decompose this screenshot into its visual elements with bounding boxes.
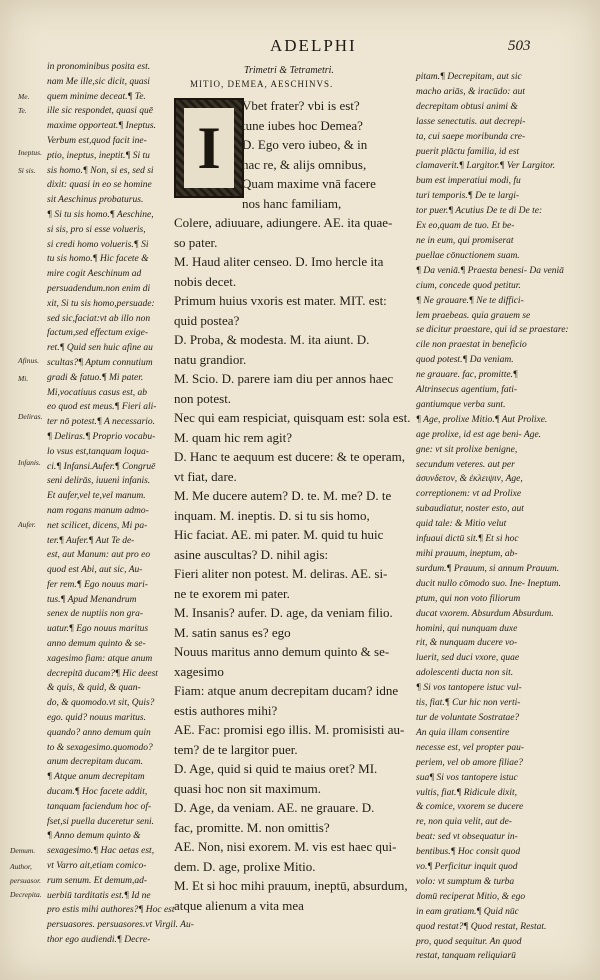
- text-line: rit, & nunquam ducere vo-: [416, 638, 518, 649]
- text-line: scultas?¶ Aptum connutium: [47, 357, 153, 368]
- text-line: secundum veteres. aut per: [416, 459, 515, 470]
- text-line: surdum.¶ Prauum, si annum Prauum.: [416, 563, 560, 574]
- text-line: ego. quid? nouus maritus.: [47, 713, 146, 724]
- text-line: volo: vt sumptum & turba: [416, 876, 515, 887]
- text-line: decrepitam obtusi animi &: [416, 101, 518, 112]
- text-line: M. Insanis? aufer. D. age, da veniam filio.: [174, 605, 393, 620]
- margin-note: Te.: [18, 106, 27, 115]
- text-line: infuaui dictū sit.¶ Et si hoc: [416, 534, 519, 545]
- text-line: tis, fiat.¶ Cur hic non verti-: [416, 698, 521, 709]
- text-line: quid postea?: [174, 312, 240, 328]
- text-line: nobis decet.: [174, 273, 237, 289]
- text-line: D. Age, da veniam. AE. ne grauare. D.: [174, 800, 375, 815]
- text-line: ne te exorem mi pater.: [174, 585, 290, 601]
- meter-heading: Trimetri & Tetrametri.: [244, 65, 334, 76]
- text-line: vo.¶ Perficitur inquit quod: [416, 862, 518, 873]
- text-line: vt Varro ait,etiam comico-: [47, 861, 147, 872]
- play-text-column: [174, 96, 410, 915]
- text-line: macho ariās, & iracūdo: aut: [416, 86, 525, 97]
- text-line: tus.¶ Apud Menandrum: [47, 594, 137, 605]
- text-line: cile non praestat in beneficio: [416, 340, 527, 351]
- text-line: ta, cui saepe moribunda cre-: [416, 131, 526, 142]
- text-line: Colere, adiuuare, adiungere. AE. ita quae-: [174, 215, 393, 230]
- text-line: Primum huius vxoris est mater. MIT. est:: [174, 293, 387, 308]
- text-line: ter nō potest.¶ A necessario.: [47, 417, 156, 428]
- text-line: pro, quod sequitur. An quod: [416, 936, 522, 947]
- margin-note: Demum.: [10, 846, 36, 855]
- text-line: vultis, fiat.¶ Ridicule dixit,: [416, 787, 518, 798]
- text-line: tor puer.¶ Acutius De te di De te:: [416, 206, 543, 217]
- text-line: domū reciperat Mitio, & ego: [416, 891, 526, 902]
- margin-note: Si sis.: [18, 166, 36, 175]
- text-line: ret.¶ Quid sen huic afine au: [47, 343, 153, 354]
- text-line: est, aut Manum: aut pro eo: [47, 550, 151, 561]
- text-line: in eam gratiam.¶ Quid nūc: [416, 906, 519, 917]
- text-line: rum senum. Et demum,ad-: [47, 875, 148, 886]
- text-line: AE. Fac: promisi ego illis. M. promisisti au-: [174, 722, 405, 737]
- text-line: sua¶ Si vos tantopere istuc: [416, 772, 518, 783]
- text-line: net scilicet, dicens, Mi pa-: [47, 520, 148, 531]
- text-line: si sis, pro si esse volueris,: [47, 224, 146, 235]
- commentary-left-column: [47, 60, 194, 948]
- text-line: ¶ Si tu sis homo.¶ Aeschine,: [47, 209, 154, 220]
- text-line: subaudiatur, noster esto, aut: [416, 504, 524, 515]
- text-line: D. Ego vero iubeo, & in: [242, 137, 368, 152]
- text-line: M. Me ducere autem? D. te. M. me? D. te: [174, 488, 392, 503]
- text-line: xit, Si tu sis homo,persuade:: [47, 298, 155, 309]
- text-line: quid tale: & Mitio velut: [416, 519, 507, 530]
- text-line: decrepitā ducam?¶ Hic deest: [47, 668, 158, 679]
- text-line: persuadendum.non enim di: [47, 283, 151, 294]
- margin-note: Afinus.: [18, 356, 40, 365]
- text-line: homini, qui nunquam duxe: [416, 623, 518, 634]
- text-line: vt fiat, dare.: [174, 468, 237, 484]
- text-line: luerit, sed duci vxore, quae: [416, 653, 520, 664]
- text-line: puerit plāctu familia, id est: [416, 146, 520, 157]
- text-line: ne in eum, qui promiserat: [416, 235, 514, 246]
- text-line: & comice, vxorem se ducere: [416, 802, 524, 813]
- text-line: estis authores mihi?: [174, 702, 278, 718]
- text-line: Verbum est,quod facit ine-: [47, 135, 147, 146]
- margin-note: Mi.: [18, 374, 29, 383]
- text-line: tu sis homo.¶ Hic facete &: [47, 254, 149, 265]
- text-line: tanquam faciendum hoc of-: [47, 801, 152, 812]
- text-line: M. quam hic rem agit?: [174, 429, 293, 445]
- text-line: tur de voluntate Sostratae?: [416, 712, 520, 723]
- text-line: persuasores. persuasores.vt Virgil. Au-: [47, 920, 194, 931]
- text-line: cium, concede quod petitur.: [416, 280, 521, 291]
- text-line: Nec qui eam respiciat, quisquam est: sola est.: [174, 410, 411, 425]
- text-line: age prolixe, id est age beni- Age.: [416, 429, 542, 440]
- text-line: to & sexagesimo.quomodo?: [47, 742, 153, 753]
- text-line: in pronominibus posita est.: [47, 62, 151, 72]
- text-line: & quis, & quid, & quan-: [47, 683, 141, 694]
- text-line: gne: vt sit prolixe benigne,: [416, 444, 518, 455]
- text-line: An quia illam consentire: [416, 727, 510, 738]
- text-line: M. Scio. D. parere iam diu per annos haec: [174, 371, 394, 386]
- text-line: ducam.¶ Hoc facete addit,: [47, 787, 148, 798]
- text-line: bentibus.¶ Hoc consit quod: [416, 847, 521, 858]
- text-line: so pater.: [174, 234, 218, 250]
- text-line: sit Aeschinus probaturus.: [47, 195, 144, 206]
- margin-note: persuasor.: [10, 876, 42, 885]
- text-line: ter.¶ Aufer.¶ Aut Te de-: [47, 535, 135, 546]
- running-title: ADELPHI: [270, 36, 357, 55]
- text-line: Vbet frater? vbi is est?: [242, 98, 360, 113]
- text-line: seni delirās, iuueni infanis.: [47, 476, 151, 487]
- text-line: ¶ Atque anum decrepitam: [47, 772, 145, 783]
- text-line: atque alienum a vita mea: [174, 897, 304, 913]
- text-line: puellae cōnuctionem suam.: [416, 250, 520, 261]
- text-line: M. Haud aliter censeo. D. Imo hercle ita: [174, 254, 384, 269]
- text-line: gradi & fatuo.¶ Mi pater.: [47, 372, 144, 383]
- text-line: uatur.¶ Ego nouus maritus: [47, 624, 149, 635]
- text-line: Mi,vocatiuus casus est, ab: [47, 387, 148, 398]
- text-line: D. Proba, & modesta. M. ita aiunt. D.: [174, 332, 370, 347]
- text-line: ne grauare. fac, promitte.¶: [416, 370, 518, 381]
- text-line: periem, vel ob amore filiae?: [416, 757, 524, 768]
- margin-note: Deliras.: [18, 412, 43, 421]
- text-line: sexagesimo.¶ Hac aetas est,: [47, 846, 155, 857]
- text-line: nos hanc familiam,: [242, 195, 342, 211]
- text-line: xagesimo fiam: atque anum: [47, 653, 153, 664]
- text-line: anno demum quinto & se-: [47, 639, 146, 650]
- text-line: ¶ Ne grauare.¶ Ne te diffici-: [416, 295, 524, 306]
- text-line: si credi homo volueris.¶ Si: [47, 239, 149, 250]
- text-line: quod potest.¶ Da veniam.: [416, 355, 514, 366]
- text-line: ¶ Da veniā.¶ Praesta benesi- Da veniā: [416, 265, 564, 276]
- text-line: ¶ Si vos tantopere istuc vul-: [416, 683, 522, 694]
- text-line: maxime opporteat.¶ Ineptus.: [47, 121, 156, 132]
- text-line: uerbiū tarditatis est.¶ Id ne: [47, 890, 151, 901]
- text-line: ci.¶ Infansi.Aufer.¶ Congruē: [47, 461, 156, 472]
- margin-note: Ineptus.: [18, 148, 42, 157]
- text-line: xagesimo: [174, 663, 224, 679]
- text-line: fset,si puella duceretur seni.: [47, 816, 155, 827]
- text-line: Altrinsecus agentium, fati-: [416, 385, 518, 396]
- text-line: eo quod est meus.¶ Fieri ali-: [47, 402, 157, 413]
- text-line: M. satin sanus es? ego: [174, 624, 291, 640]
- text-line: nam rogans manum admo-: [47, 505, 149, 516]
- margin-note: Decrepita.: [10, 890, 42, 899]
- text-line: ¶ Deliras.¶ Proprio vocabu-: [47, 431, 156, 442]
- text-line: D. Hanc te aequum est ducere: & te operam,: [174, 449, 406, 464]
- text-line: gantiumque verba sunt.: [416, 399, 506, 410]
- text-line: senex de nuptiis non gra-: [47, 609, 144, 620]
- text-line: bum est imperatiui modi, fu: [416, 176, 521, 187]
- text-line: turi temporis.¶ De te largi-: [416, 191, 520, 202]
- text-line: D. Age, quid si quid te maius oret? MI.: [174, 761, 378, 776]
- text-line: Fieri aliter non potest. M. deliras. AE. si-: [174, 566, 388, 581]
- text-line: necesse est, vel propter pau-: [416, 742, 525, 753]
- text-line: tem? de te largitor puer.: [174, 741, 298, 757]
- margin-note: Aufer.: [18, 520, 36, 529]
- text-line: quando? anno demum quin: [47, 727, 151, 738]
- text-line: beat: sed vt obsequatur in-: [416, 832, 518, 843]
- text-line: asine auscultas? D. nihil agis:: [174, 546, 329, 562]
- text-line: re, non quia velit, aut de-: [416, 817, 512, 828]
- initial-letter: I: [197, 115, 221, 181]
- text-line: dem. D. age, prolixe Mitio.: [174, 858, 316, 874]
- text-line: ille sic respondet, quasi quē: [47, 106, 153, 117]
- text-line: mire cogit Aeschinum ad: [47, 269, 142, 280]
- text-line: Nouus maritus anno demum quinto & se-: [174, 644, 390, 659]
- margin-note: Me.: [18, 92, 30, 101]
- text-line: quasi hoc non sit maximum.: [174, 780, 321, 796]
- margin-note: Author,: [10, 862, 32, 871]
- commentary-right-column: [416, 70, 569, 964]
- text-line: M. Et si hoc mihi prauum, ineptū, absurdum,: [174, 878, 408, 893]
- text-line: hac re, & alijs omnibus,: [242, 156, 367, 172]
- text-line: ἀσυνδετον, & ἐκλειψιν, Age,: [416, 474, 523, 485]
- text-line: pro estis mihi authores?¶ Hoc est: [47, 905, 175, 916]
- text-line: ducit nullo cōmodo suo. Ine- Ineptum.: [416, 578, 561, 589]
- text-line: restat, tanquam reliquiarū: [416, 951, 516, 962]
- text-line: Hic faciat. AE. mi pater. M. quid tu huic: [174, 527, 384, 542]
- text-line: inquam. M. ineptis. D. si tu sis homo,: [174, 507, 370, 523]
- text-line: lo vsus est,tanquam loqua-: [47, 446, 149, 457]
- text-line: pitam.¶ Decrepitam, aut sic: [416, 72, 522, 82]
- text-line: factum,sed effectum exige-: [47, 328, 149, 339]
- text-line: non potest.: [174, 390, 232, 406]
- text-line: correptionem: vt ad Prolixe: [416, 489, 522, 500]
- text-line: ptio, ineptus, ineptit.¶ Si tu: [47, 150, 150, 161]
- text-line: dixit: quasi in eo se homine: [47, 180, 152, 191]
- text-line: Quam maxime vnā facere: [242, 176, 376, 191]
- text-line: sed sic,faciat:vt ab illo non: [47, 313, 151, 324]
- text-line: mihi prauum, ineptum, ab-: [416, 549, 518, 559]
- text-line: do, & quomodo.vt sit, Quis?: [47, 698, 155, 709]
- text-line: quem minime deceat.¶ Te.: [47, 91, 146, 102]
- margin-note: Infanis.: [18, 458, 41, 467]
- text-line: clamaverit.¶ Largitor.¶ Ver Largitor.: [416, 161, 556, 172]
- text-line: ¶ Anno demum quinto &: [47, 831, 141, 842]
- text-line: quod restat?¶ Quod restat, Restat.: [416, 921, 547, 932]
- text-line: fer rem.¶ Ego nouus mari-: [47, 579, 148, 590]
- text-line: lem praebeas. quia grauem se: [416, 310, 531, 321]
- text-line: lasse senectutis. aut decrepi-: [416, 116, 526, 127]
- text-line: Et aufer,vel te,vel manum.: [47, 491, 146, 502]
- text-line: AE. Non, nisi exorem. M. vis est haec qui-: [174, 839, 397, 854]
- speakers-heading: MITIO, DEMEA, AESCHINVS.: [190, 79, 334, 89]
- text-line: ducat vxorem. Absurdum Absurdum.: [416, 608, 554, 619]
- text-line: adolescenti ducta non sit.: [416, 668, 514, 679]
- text-line: sis homo.¶ Non, si es, sed si: [47, 165, 154, 176]
- text-line: ptum, qui non voto filiorum: [416, 593, 521, 604]
- text-line: fac, promitte. M. non omittis?: [174, 819, 330, 835]
- text-line: tune iubes hoc Demea?: [242, 117, 363, 133]
- text-line: thor ego audiendi.¶ Decre-: [47, 935, 151, 946]
- page-number: 503: [508, 38, 531, 54]
- text-line: Fiam: atque anum decrepitam ducam? idne: [174, 683, 399, 698]
- text-line: se dicitur praestare, qui id se praestare:: [416, 325, 569, 336]
- text-line: natu grandior.: [174, 351, 247, 367]
- text-line: ¶ Age, prolixe Mitio.¶ Aut Prolixe.: [416, 414, 548, 425]
- text-line: nam Me ille,sic dicit, quasi: [47, 76, 150, 87]
- text-line: Ex eo,quam de tuo. Et be-: [416, 221, 515, 232]
- text-line: quod est Abi, aut sic, Au-: [47, 565, 143, 576]
- text-line: anum decrepitam ducam.: [47, 757, 143, 768]
